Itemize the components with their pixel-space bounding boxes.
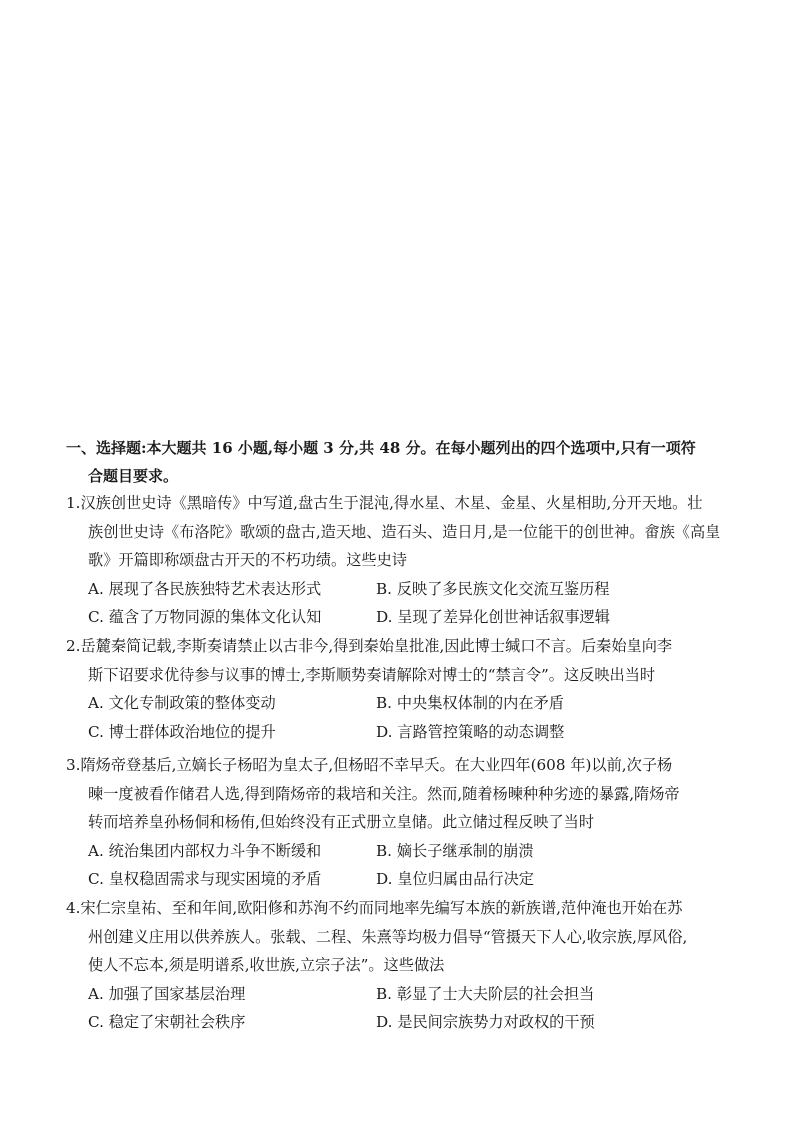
question-stem-line: 歌》开篇即称颂盘古开天的不朽功绩。这些史诗 [88, 551, 407, 569]
options [66, 689, 766, 746]
question-1 [66, 489, 766, 632]
question-stem-line: 4.宋仁宗皇祐、至和年间,欧阳修和苏洵不约而同地率先编写本族的新族谱,范仲淹也开始在苏 [66, 899, 683, 917]
question-stem-line: 1.汉族创世史诗《黑暗传》中写道,盘古生于混沌,得水星、木星、金星、火星相助,分开天地。壮 [66, 494, 703, 512]
option-d[interactable]: D. 是民间宗族势力对政权的干预 [376, 1013, 595, 1031]
question-stem-line: 暕一度被看作储君人选,得到隋炀帝的栽培和关注。然而,随着杨暕种种劣迹的暴露,隋炀帝 [88, 784, 680, 803]
option-d[interactable]: D. 皇位归属由品行决定 [376, 870, 534, 888]
option-c[interactable]: C. 稳定了宋朝社会秩序 [88, 1013, 246, 1031]
question-stem-line: 州创建义庄用以供养族人。张载、二程、朱熹等均极力倡导“管摄天下人心,收宗族,厚风俗, [88, 927, 688, 946]
question-stem-line: 3.隋炀帝登基后,立嫡长子杨昭为皇太子,但杨昭不幸早夭。在大业四年(608 年)以前,次子杨 [66, 756, 673, 774]
option-d[interactable]: D. 呈现了差异化创世神话叙事逻辑 [376, 608, 610, 626]
option-a[interactable]: A. 展现了各民族独特艺术表达形式 [88, 579, 322, 598]
section-heading-line-1: 一、选择题:本大题共 16 小题,每小题 3 分,共 48 分。在每小题列出的四个选项中,只有一项符 [66, 439, 696, 457]
question-3 [66, 751, 766, 894]
question-stem-line: 转而培养皇孙杨侗和杨侑,但始终没有正式册立皇储。此立储过程反映了当时 [88, 813, 595, 831]
options [66, 575, 766, 632]
question-4 [66, 894, 766, 1037]
question-2 [66, 632, 766, 746]
option-c[interactable]: C. 皇权稳固需求与现实困境的矛盾 [88, 870, 322, 888]
option-a[interactable]: A. 文化专制政策的整体变动 [88, 694, 276, 712]
question-stem-line: 斯下诏要求优待参与议事的博士,李斯顺势奏请解除对博士的“禁言令”。这反映出当时 [88, 665, 656, 684]
option-c[interactable]: C. 蕴含了万物同源的集体文化认知 [88, 608, 322, 626]
option-b[interactable]: B. 嫡长子继承制的崩溃 [376, 841, 534, 860]
option-a[interactable]: A. 加强了国家基层治理 [88, 984, 246, 1003]
question-stem-line: 族创世史诗《布洛陀》歌颂的盘古,造天地、造石头、造日月,是一位能干的创世神。畲族《高皇 [88, 522, 721, 541]
options [66, 980, 766, 1037]
section-heading [66, 434, 756, 490]
option-b[interactable]: B. 中央集权体制的内在矛盾 [376, 694, 564, 712]
option-b[interactable]: B. 反映了多民族文化交流互鉴历程 [376, 579, 610, 598]
option-c[interactable]: C. 博士群体政治地位的提升 [88, 722, 276, 741]
option-a[interactable]: A. 统治集团内部权力斗争不断缓和 [88, 841, 322, 860]
question-stem-line: 2.岳麓秦简记载,李斯奏请禁止以古非今,得到秦始皇批准,因此博士缄口不言。后秦始皇向李 [66, 637, 673, 655]
options [66, 837, 766, 894]
section-heading-line-2: 合题目要求。 [88, 467, 179, 485]
question-stem-line: 使人不忘本,须是明谱系,收世族,立宗子法”。这些做法 [88, 956, 445, 974]
option-d[interactable]: D. 言路管控策略的动态调整 [376, 722, 565, 741]
option-b[interactable]: B. 彰显了士大夫阶层的社会担当 [376, 984, 595, 1003]
